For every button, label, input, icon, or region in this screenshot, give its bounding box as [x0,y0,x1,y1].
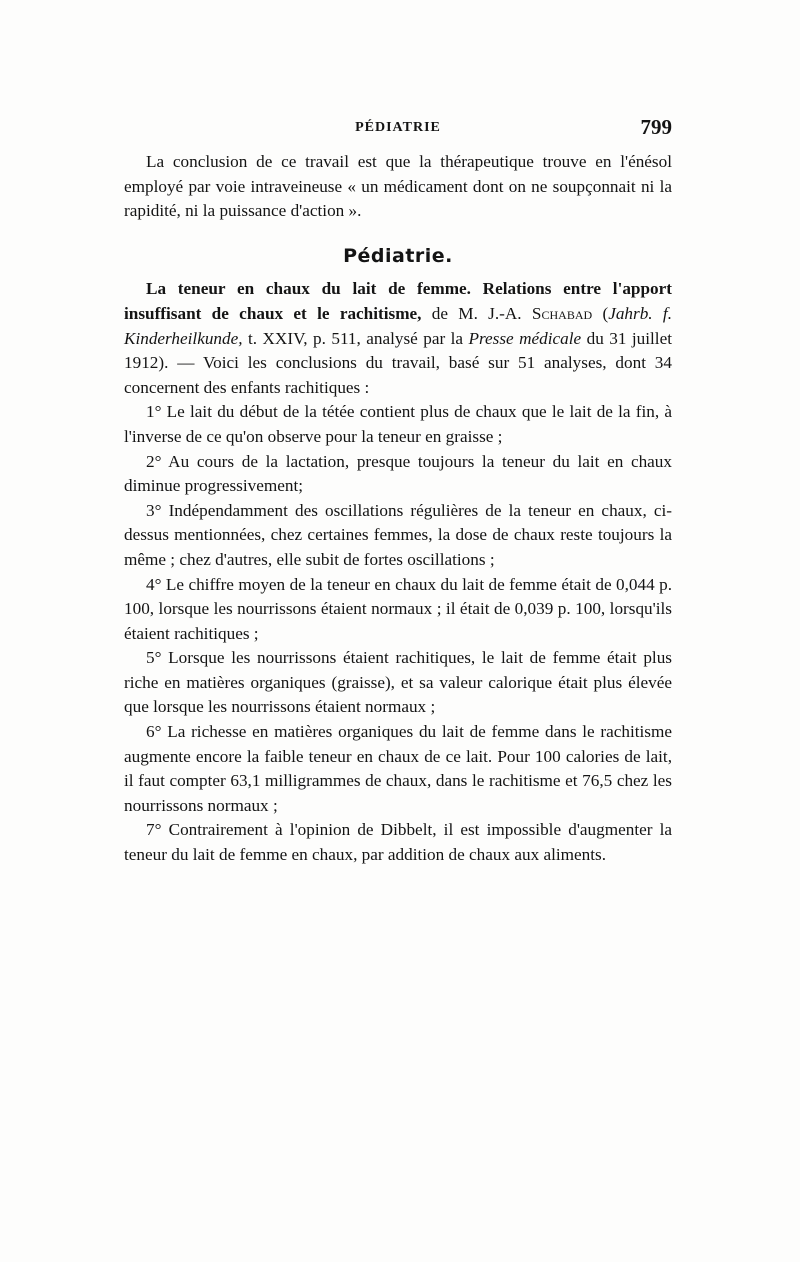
presse-title: Presse médicale [468,328,582,348]
section-title: Pédiatrie. [343,244,453,267]
author-prefix: de M. J.-A. [421,303,532,323]
running-title: PÉDIATRIE [355,120,441,135]
conclusion-item-5: 5° Lorsque les nourrissons étaient rachitiques, le lait de femme était plus riche en matières organiques (graisse), et sa valeur calorique était plus élevée que lorsque les nourrissons étaient normaux ; [124,648,672,717]
conclusion-item-2: 2° Au cours de la lactation, presque toujours la teneur du lait en chaux diminue progressivement; [124,451,672,496]
journal-title: Jahrb. f. Kinderheilkunde, [124,303,672,348]
conclusion-item-3: 3° Indépendamment des oscillations régulières de la teneur en chaux, ci-dessus mentionnées, chez certaines femmes, la dose de chaux reste toujours la même ; chez d'autres, elle subit de fortes oscillations ; [124,500,672,569]
conclusion-item-7: 7° Contrairement à l'opinion de Dibbelt, il est impossible d'augmenter la teneur du lait de femme en chaux, par addition de chaux aux aliments. [124,820,672,865]
conclusion-item-4: 4° Le chiffre moyen de la teneur en chaux du lait de femme était de 0,044 p. 100, lorsque les nourrissons étaient normaux ; il était de 0,039 p. 100, lorsqu'ils étaient rachitiques ; [124,574,672,643]
page-body [124,150,672,868]
conclusion-item-6: 6° La richesse en matières organiques du lait de femme dans le rachitisme augmente encore la faible teneur en chaux de ce lait. Pour 100 calories de lait, il faut compter 63,1 milligrammes de chaux, dans le rachitisme et 76,5 chez les nourrissons normaux ; [124,722,672,815]
page-number: 799 [640,115,672,139]
article-paragraph [124,277,672,400]
author-name: Schabad [531,303,593,323]
article-title: La teneur en chaux du lait de femme. Relations entre l'apport insuffisant de chaux et le rachitisme, [124,279,672,323]
reference-end: du 31 juillet 1912). — Voici les conclusions du travail, basé sur 51 analyses, dont 34 concernent des enfants rachitiques : [124,328,672,397]
reference-open: ( [592,303,609,323]
page-header [124,117,672,141]
reference-middle: t. XXIV, p. 511, analysé par la [242,328,469,348]
intro-paragraph: La conclusion de ce travail est que la thérapeutique trouve en l'énésol employé par voie intraveineuse « un médicament dont on ne soupçonnait ni la rapidité, ni la puissance d'action ». [124,152,672,221]
conclusion-item-1: 1° Le lait du début de la tétée contient plus de chaux que le lait de la fin, à l'inverse de ce qu'on observe pour la teneur en graisse ; [124,402,672,446]
